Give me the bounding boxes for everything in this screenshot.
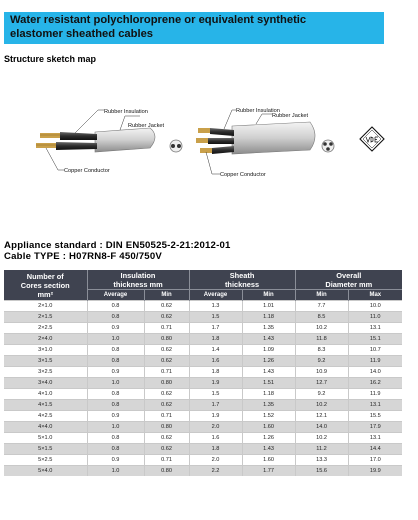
table-cell: 1.18 <box>242 389 295 400</box>
table-cell: 13.1 <box>348 323 402 334</box>
table-cell: 1.3 <box>189 301 242 312</box>
table-cell: 1.7 <box>189 400 242 411</box>
table-cell: 14.0 <box>348 367 402 378</box>
table-row <box>4 433 402 444</box>
table-cell: 7.7 <box>295 301 348 312</box>
label-jacket-1: Rubber Jacket <box>128 123 165 129</box>
appliance-standard: Appliance standard : DIN EN50525-2-21:2012-01 <box>4 240 231 251</box>
table-cell: 3×4.0 <box>4 378 87 389</box>
table-cell: 1.0 <box>87 466 144 477</box>
table-cell: 10.2 <box>295 400 348 411</box>
cross-section-icon <box>322 140 334 152</box>
table-cell: 0.62 <box>144 389 189 400</box>
table-cell: 2.0 <box>189 422 242 433</box>
table-cell: 5×4.0 <box>4 466 87 477</box>
cable-3core-illustration <box>196 108 315 178</box>
label-conductor-2: Copper Conductor <box>220 172 266 178</box>
table-cell: 0.9 <box>87 411 144 422</box>
table-cell: 0.9 <box>87 323 144 334</box>
table-cell: 13.1 <box>348 433 402 444</box>
table-cell: 0.80 <box>144 334 189 345</box>
table-row <box>4 345 402 356</box>
table-cell: 10.0 <box>348 301 402 312</box>
table-cell: 0.62 <box>144 301 189 312</box>
table-cell: 4×1.0 <box>4 389 87 400</box>
table-cell: 11.2 <box>295 444 348 455</box>
table-cell: 0.8 <box>87 433 144 444</box>
table-cell: 1.43 <box>242 444 295 455</box>
table-cell: 1.43 <box>242 367 295 378</box>
label-conductor-1: Copper Conductor <box>64 168 110 174</box>
table-cell: 0.62 <box>144 444 189 455</box>
table-cell: 13.3 <box>295 455 348 466</box>
table-body <box>4 301 402 477</box>
table-cell: 0.80 <box>144 422 189 433</box>
table-cell: 0.62 <box>144 400 189 411</box>
table-row <box>4 444 402 455</box>
table-cell: 11.9 <box>348 356 402 367</box>
table-cell: 1.35 <box>242 323 295 334</box>
table-cell: 1.60 <box>242 455 295 466</box>
table-cell: 3×2.5 <box>4 367 87 378</box>
table-cell: 14.4 <box>348 444 402 455</box>
spec-table <box>4 270 402 476</box>
table-row <box>4 378 402 389</box>
table-cell: 10.9 <box>295 367 348 378</box>
table-cell: 0.8 <box>87 400 144 411</box>
table-cell: 0.62 <box>144 433 189 444</box>
table-cell: 1.51 <box>242 378 295 389</box>
table-cell: 1.8 <box>189 334 242 345</box>
table-row <box>4 334 402 345</box>
subheader-ins-average: Average <box>87 290 144 301</box>
label-jacket-2: Rubber Jacket <box>272 113 309 119</box>
table-cell: 4×1.5 <box>4 400 87 411</box>
table-cell: 1.35 <box>242 400 295 411</box>
table-row <box>4 422 402 433</box>
table-cell: 1.0 <box>87 334 144 345</box>
table-cell: 0.8 <box>87 356 144 367</box>
table-row <box>4 389 402 400</box>
table-cell: 3×1.0 <box>4 345 87 356</box>
table-cell: 0.80 <box>144 466 189 477</box>
table-cell: 11.0 <box>348 312 402 323</box>
table-cell: 1.18 <box>242 312 295 323</box>
table-row <box>4 356 402 367</box>
table-cell: 9.2 <box>295 356 348 367</box>
table-cell: 0.80 <box>144 378 189 389</box>
table-cell: 1.9 <box>189 378 242 389</box>
table-cell: 0.62 <box>144 356 189 367</box>
table-cell: 0.71 <box>144 367 189 378</box>
table-cell: 15.6 <box>295 466 348 477</box>
table-cell: 1.4 <box>189 345 242 356</box>
table-cell: 0.8 <box>87 312 144 323</box>
table-cell: 10.7 <box>348 345 402 356</box>
table-row <box>4 411 402 422</box>
table-cell: 1.77 <box>242 466 295 477</box>
table-cell: 0.8 <box>87 389 144 400</box>
table-cell: 4×2.5 <box>4 411 87 422</box>
table-cell: 1.52 <box>242 411 295 422</box>
table-cell: 1.6 <box>189 433 242 444</box>
table-cell: 2×4.0 <box>4 334 87 345</box>
header-cores: Number of Cores section mm² <box>4 270 87 301</box>
table-cell: 0.71 <box>144 455 189 466</box>
table-cell: 2×1.0 <box>4 301 87 312</box>
header-insulation: Insulation thickness mm <box>87 270 189 290</box>
table-cell: 10.2 <box>295 323 348 334</box>
table-cell: 1.26 <box>242 433 295 444</box>
table-cell: 0.62 <box>144 312 189 323</box>
table-cell: 2.2 <box>189 466 242 477</box>
subheader-sheath-min: Min <box>242 290 295 301</box>
table-cell: 17.9 <box>348 422 402 433</box>
table-cell: 1.5 <box>189 312 242 323</box>
title-banner <box>4 12 384 44</box>
table-cell: 19.9 <box>348 466 402 477</box>
vde-certification-mark <box>360 127 384 151</box>
table-row <box>4 301 402 312</box>
table-cell: 5×1.5 <box>4 444 87 455</box>
table-cell: 1.6 <box>189 356 242 367</box>
table-cell: 5×1.0 <box>4 433 87 444</box>
table-cell: 0.71 <box>144 323 189 334</box>
table-cell: 5×2.5 <box>4 455 87 466</box>
table-cell: 0.8 <box>87 444 144 455</box>
table-cell: 1.09 <box>242 345 295 356</box>
table-cell: 2×2.5 <box>4 323 87 334</box>
structure-sketch <box>0 100 418 190</box>
table-cell: 0.8 <box>87 301 144 312</box>
table-cell: 1.26 <box>242 356 295 367</box>
header-diameter: Overall Diameter mm <box>295 270 402 290</box>
table-cell: 1.60 <box>242 422 295 433</box>
subheader-ins-min: Min <box>144 290 189 301</box>
table-cell: 11.8 <box>295 334 348 345</box>
title-line-2: elastomer sheathed cables <box>10 28 154 40</box>
table-cell: 9.2 <box>295 389 348 400</box>
table-cell: 8.3 <box>295 345 348 356</box>
table-row <box>4 455 402 466</box>
table-row <box>4 466 402 477</box>
table-cell: 17.0 <box>348 455 402 466</box>
table-cell: 2×1.5 <box>4 312 87 323</box>
table-cell: 0.71 <box>144 411 189 422</box>
table-cell: 0.62 <box>144 345 189 356</box>
subheader-dia-max: Max <box>348 290 402 301</box>
table-cell: 15.5 <box>348 411 402 422</box>
table-cell: 4×4.0 <box>4 422 87 433</box>
table-cell: 3×1.5 <box>4 356 87 367</box>
table-cell: 1.9 <box>189 411 242 422</box>
title-line-1: Water resistant polychloroprene or equivalent synthetic <box>10 14 307 26</box>
table-cell: 14.0 <box>295 422 348 433</box>
table-cell: 2.0 <box>189 455 242 466</box>
table-cell: 16.2 <box>348 378 402 389</box>
table-cell: 10.2 <box>295 433 348 444</box>
label-insulation-1: Rubber Insulation <box>104 109 148 115</box>
header-sheath: Sheath thickness <box>189 270 295 290</box>
table-row <box>4 323 402 334</box>
table-row <box>4 312 402 323</box>
cable-2core-illustration <box>36 109 165 174</box>
table-cell: 15.1 <box>348 334 402 345</box>
cable-type: Cable TYPE : H07RN8-F 450/750V <box>4 251 162 262</box>
table-cell: 13.1 <box>348 400 402 411</box>
table-cell: 8.5 <box>295 312 348 323</box>
table-cell: 1.7 <box>189 323 242 334</box>
table-cell: 1.43 <box>242 334 295 345</box>
table-cell: 1.5 <box>189 389 242 400</box>
table-row <box>4 367 402 378</box>
table-cell: 0.9 <box>87 455 144 466</box>
sketch-title: Structure sketch map <box>4 54 97 64</box>
subheader-dia-min: Min <box>295 290 348 301</box>
table-row <box>4 400 402 411</box>
table-cell: 0.8 <box>87 345 144 356</box>
table-cell: 1.0 <box>87 378 144 389</box>
cross-section-icon <box>170 140 182 152</box>
table-cell: 12.1 <box>295 411 348 422</box>
table-cell: 12.7 <box>295 378 348 389</box>
standard-info <box>4 240 231 262</box>
table-cell: 11.9 <box>348 389 402 400</box>
table-cell: 1.8 <box>189 444 242 455</box>
label-insulation-2: Rubber Insulation <box>236 108 280 114</box>
table-cell: 0.9 <box>87 367 144 378</box>
table-cell: 1.8 <box>189 367 242 378</box>
table-cell: 1.01 <box>242 301 295 312</box>
subheader-sheath-average: Average <box>189 290 242 301</box>
table-cell: 1.0 <box>87 422 144 433</box>
